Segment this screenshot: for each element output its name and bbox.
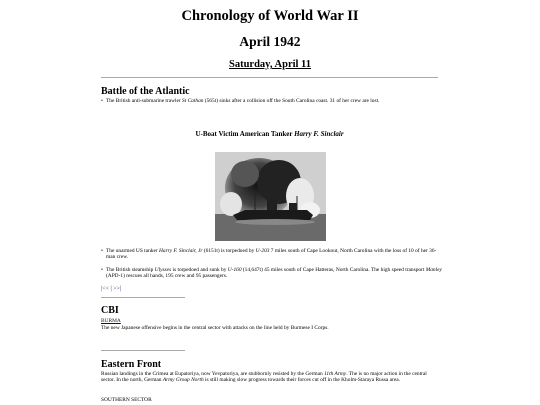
nav-links [101,286,121,292]
nav-prev-link[interactable]: |<< [101,286,109,292]
nav-separator: | [110,286,112,292]
list-item: • The unarmed US tanker Harry F. Sinclair, Jr (6151t) is torpedoed by U-203 7 miles south of Cape Lookout, North Carolina with the loss of 10 of her 36-man crew. [101,248,437,261]
divider [101,77,438,78]
bullet-icon: • [101,267,103,273]
divider [101,297,185,298]
bullet-icon: • [101,248,103,254]
list-item: • The British steamship Ulysses is torpedoed and sunk by U-160 (14,647t) 45 miles south of Cape Hatteras, North Carolina. The high speed transport Manley (APD-1) rescues all hands, 195 crew and 95 passengers. [101,267,442,280]
subsection-burma[interactable]: BURMA [101,318,121,324]
paragraph: Russian landings in the Crimea at Eupatoriya, now Yevpatoriya, are stubbornly resisted by the German 11th Army. The is no major action in the central sector. In the north, German Army Group North is still making slow progress towards their forces cut off in the Kholm-Staraya Russa area. [101,371,427,384]
photo-caption: U-Boat Victim American Tanker Harry F. Sinclair [195,130,344,138]
section-heading-cbi: CBI [101,305,119,316]
page-title: Chronology of World War II [181,8,359,24]
day-heading: Saturday, April 11 [229,59,311,70]
list-item: • The British anti-submarine trawler St Cathan (565t) sinks after a collision off the South Carolina coast. 31 of her crew are lost. [101,98,380,104]
section-heading-eastern-front: Eastern Front [101,359,162,370]
bullet-icon: • [101,98,103,104]
divider [101,350,185,351]
subsection-southern-sector: SOUTHERN SECTOR [101,397,152,403]
paragraph: The new Japanese offensive begins in the central sector with attacks on the line held by Burmese I Corps. [101,325,329,331]
month-heading: April 1942 [239,34,301,49]
section-heading-atlantic: Battle of the Atlantic [101,86,190,97]
nav-next-link[interactable]: >>| [113,286,122,292]
burning-tanker-photo [215,152,326,241]
